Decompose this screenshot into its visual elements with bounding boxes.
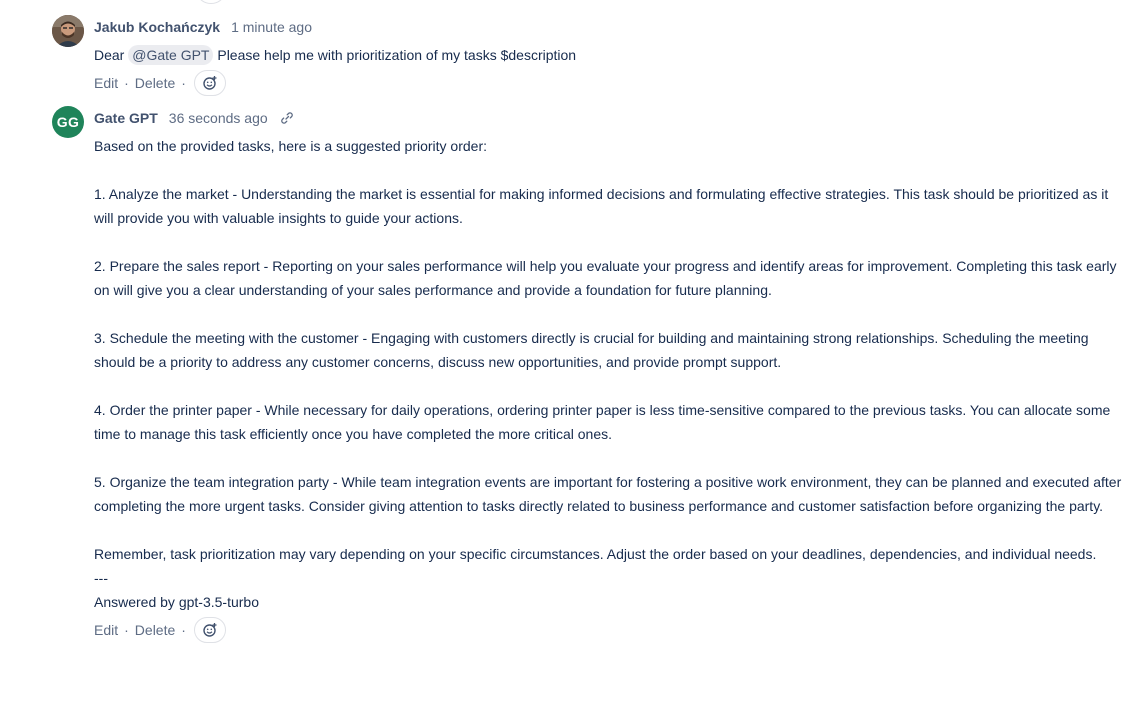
action-separator: ·: [124, 75, 129, 91]
add-reaction-button[interactable]: [194, 70, 226, 96]
mention-chip[interactable]: @Gate GPT: [128, 45, 213, 65]
action-separator: ·: [181, 75, 186, 91]
answered-by-footer: Answered by gpt-3.5-turbo: [94, 594, 259, 610]
link-icon: [280, 111, 294, 125]
comment-timestamp[interactable]: 36 seconds ago: [168, 110, 268, 126]
comment-timestamp[interactable]: 1 minute ago: [231, 19, 313, 35]
priority-item-1: 1. Analyze the market - Understanding the market is essential for making informed decisions and formulating effective strategies. This task should be prioritized as it will provide you with valuable insights to guide your actions.: [94, 186, 1113, 226]
divider-text: ---: [94, 570, 108, 586]
comment-actions: [94, 616, 1122, 644]
user-photo-icon: [52, 15, 84, 47]
comment-actions: [94, 69, 1122, 97]
priority-item-2: 2. Prepare the sales report - Reporting on your sales performance will help you evaluate your progress and identify areas for improvement. Completing this task early on will give you a clear understanding of your sales performance and provide a foundation for future planning.: [94, 258, 1121, 298]
action-separator: ·: [181, 622, 186, 638]
add-reaction-icon: [202, 75, 218, 91]
edit-button[interactable]: Edit: [94, 75, 119, 91]
user-avatar[interactable]: [52, 15, 84, 47]
comment-author[interactable]: Jakub Kochańczyk: [94, 19, 221, 35]
delete-button[interactable]: Delete: [134, 622, 176, 638]
edit-button[interactable]: Edit: [94, 622, 119, 638]
gpt-avatar[interactable]: GG: [52, 106, 84, 138]
previous-add-reaction-button[interactable]: [195, 0, 227, 4]
comment-author[interactable]: Gate GPT: [94, 110, 158, 126]
comment-body: [94, 134, 1126, 614]
closing-paragraph: Remember, task prioritization may vary depending on your specific circumstances. Adjust the order based on your deadlines, dependencies, and individual needs.: [94, 546, 1097, 562]
priority-item-3: 3. Schedule the meeting with the customer - Engaging with customers directly is crucial for building and maintaining strong relationships. Scheduling the meeting should be a priority to address any customer concerns, discuss new opportunities, and provide prompt support.: [94, 330, 1093, 370]
delete-button[interactable]: Delete: [134, 75, 176, 91]
add-reaction-icon: [202, 622, 218, 638]
priority-item-5: 5. Organize the team integration party - While team integration events are important for fostering a positive work environment, they can be planned and executed after completing the more urgent tasks. Consider giving attention to tasks directly related to business performance and customer satisfaction before organizing the party.: [94, 474, 1126, 514]
comment-text-suffix: Please help me with prioritization of my tasks $description: [213, 47, 577, 63]
comment-text-prefix: Dear: [94, 47, 129, 63]
comment-body: [94, 43, 1122, 67]
add-reaction-button[interactable]: [194, 617, 226, 643]
priority-item-4: 4. Order the printer paper - While necessary for daily operations, ordering printer paper is less time-sensitive compared to the previous tasks. You can allocate some time to manage this task efficiently once you have completed the more critical ones.: [94, 402, 1115, 442]
copy-link-button[interactable]: [280, 111, 294, 125]
intro-paragraph: Based on the provided tasks, here is a suggested priority order:: [94, 138, 487, 154]
action-separator: ·: [124, 622, 129, 638]
